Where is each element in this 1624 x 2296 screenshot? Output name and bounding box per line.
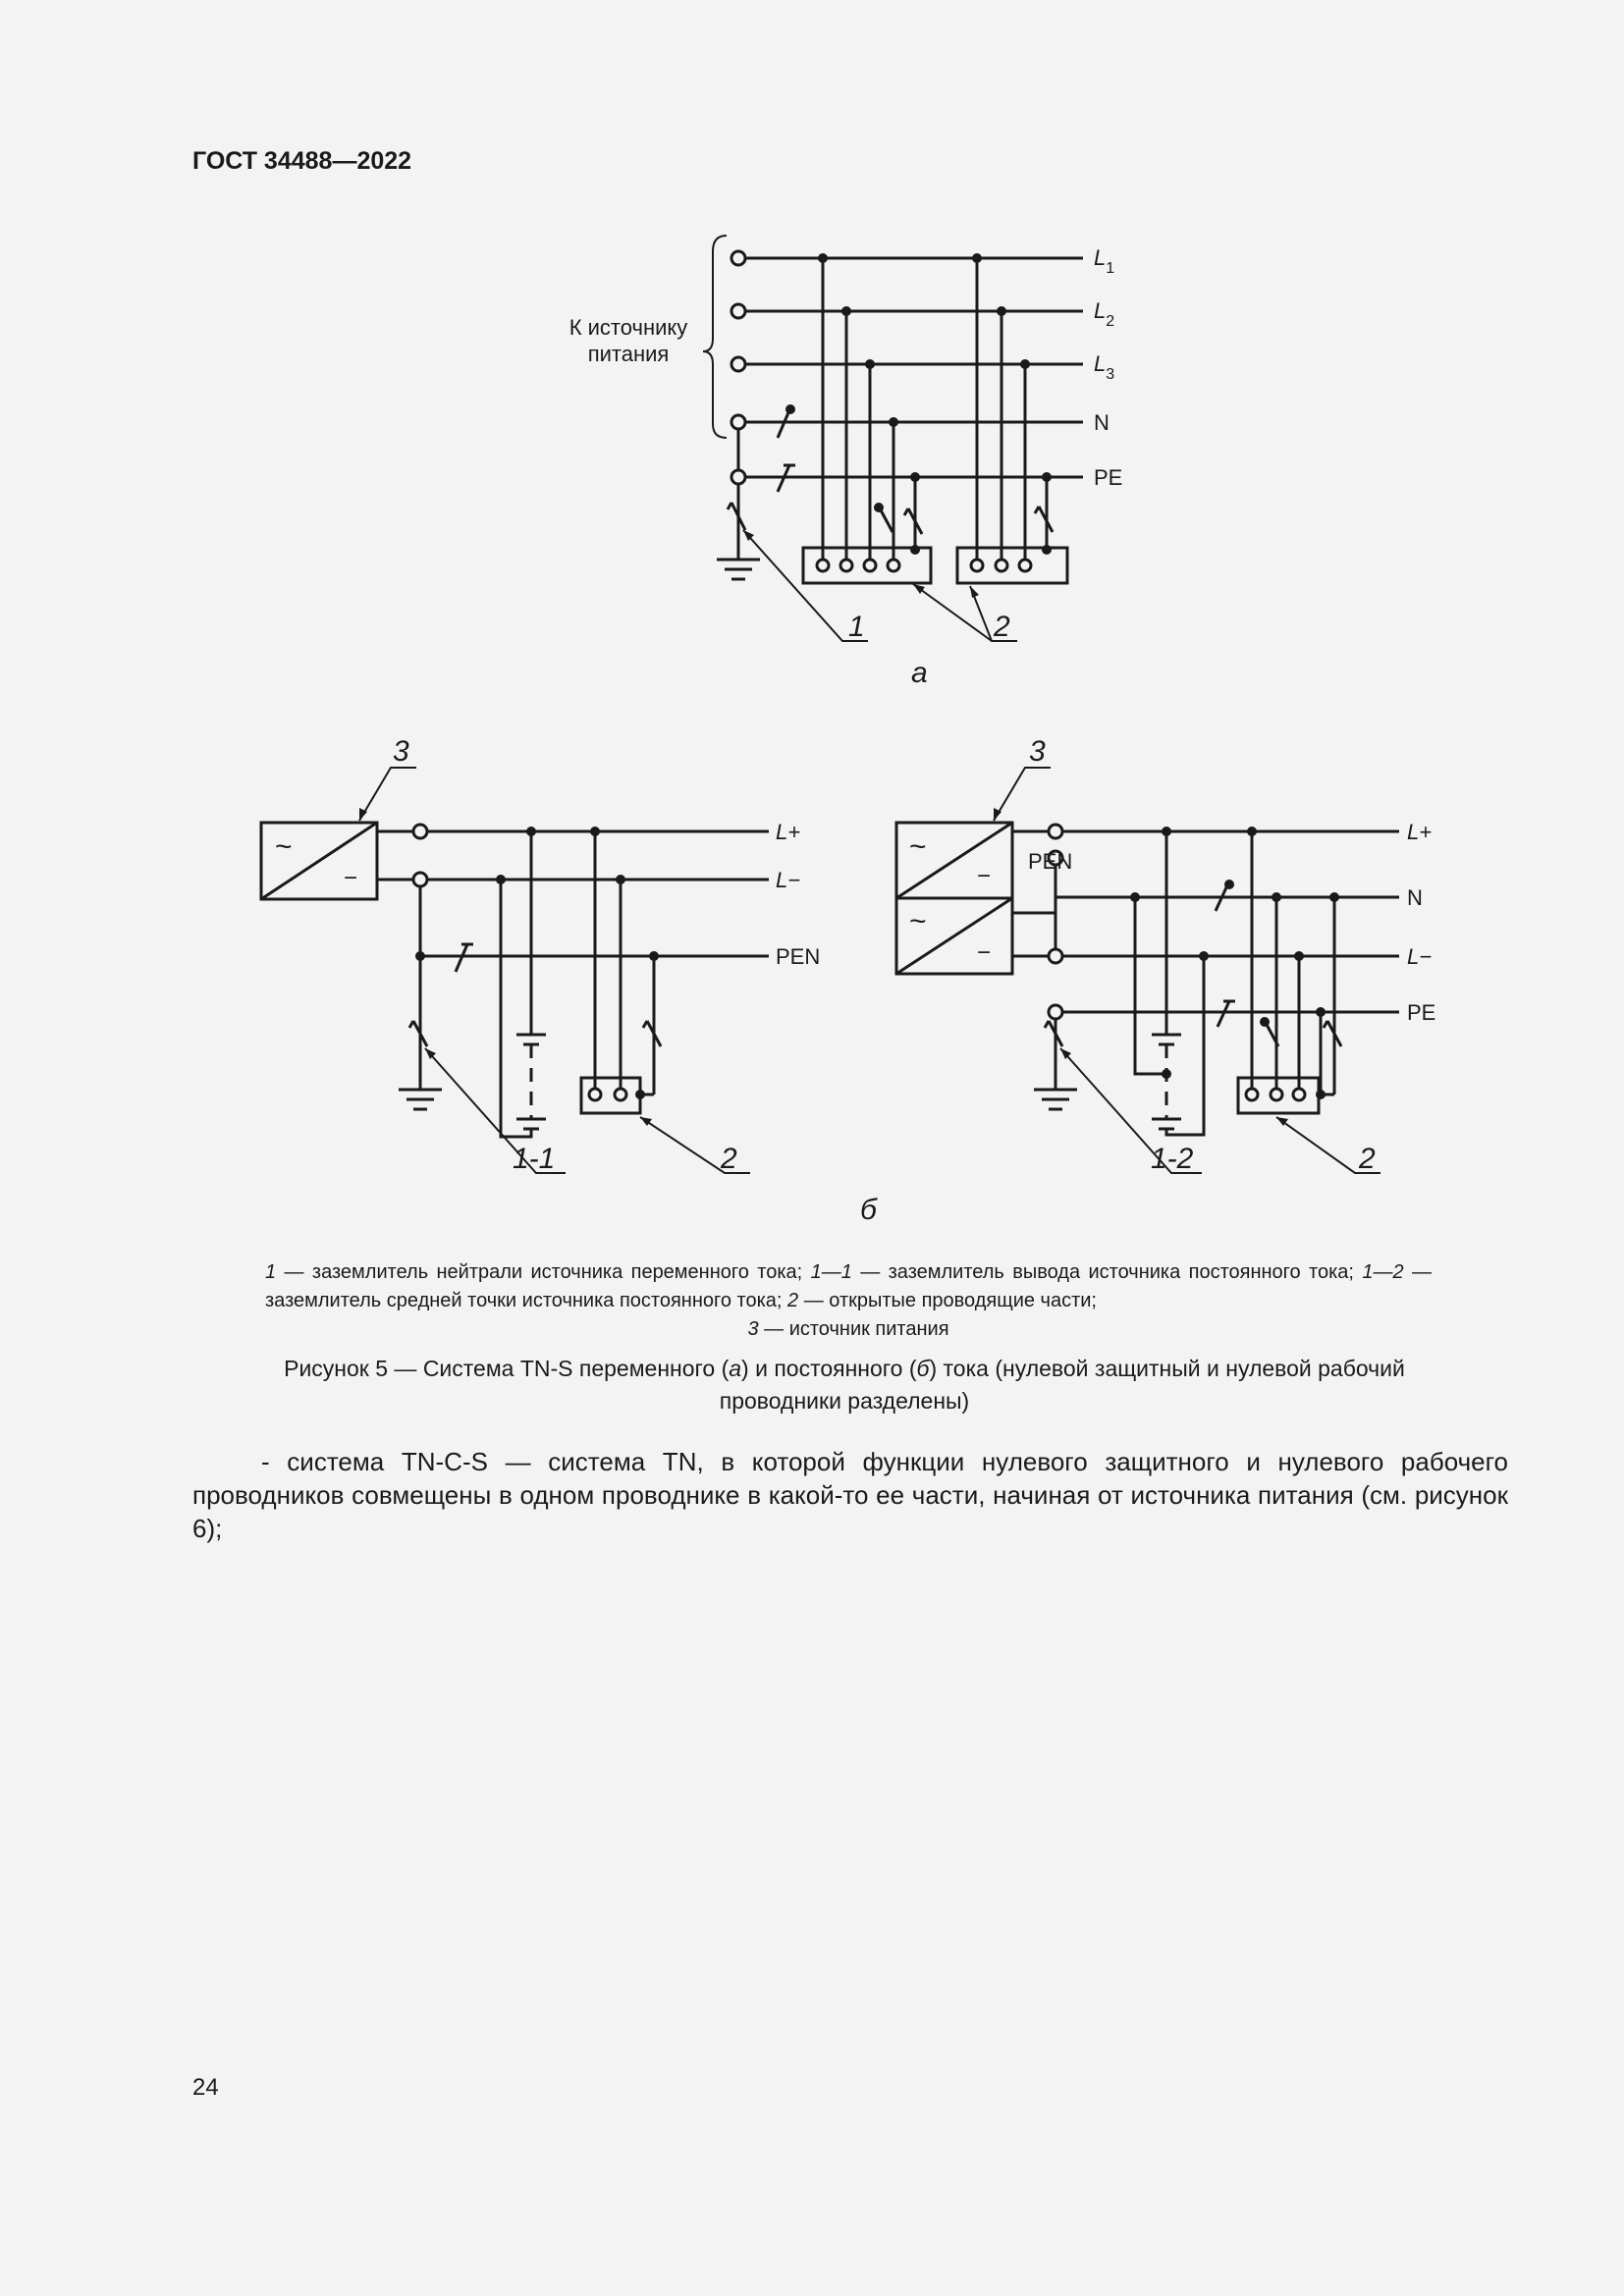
svg-text:~: ~ [275,830,293,863]
label-lminus-right: L− [1407,944,1433,969]
callout-2-b-left: 2 [721,1143,737,1175]
terminal-l3 [731,357,745,371]
label-lplus-left: L+ [776,820,801,844]
svg-text:−: − [344,865,358,891]
svg-text:−: − [977,863,992,889]
label-l3: $L_3$ [1094,351,1115,383]
callout-2-b-right: 2 [1359,1143,1376,1175]
figure-b-left-dc [261,735,820,1175]
callout-1: 1 [848,611,865,643]
label-n-right: N [1407,885,1423,910]
page-number: 24 [192,2074,219,2101]
label-l2: $L_2$ [1094,298,1115,330]
figure-a-sublabel: а [911,657,928,689]
figure-legend: 1 — заземлитель нейтрали источника переменного тока; 1—1 — заземлитель вывода источника постоянного тока; 1—2 — заземлитель средней точки источника постоянного тока; 2 — открытые проводящие части; 3 — источник питания [265,1261,1432,1340]
source-brace [703,236,727,438]
figure-b-right-dc [896,735,1435,1175]
figure-caption: Рисунок 5 — Система TN-S переменного (а) и постоянного (б) тока (нулевой защитный и нулевой рабочий проводники разделены) [284,1356,1405,1414]
svg-text:~: ~ [909,830,927,863]
svg-text:~: ~ [909,905,927,937]
terminal-pe [731,470,745,484]
callout-2: 2 [994,611,1010,643]
label-l1: $L_1$ [1094,245,1115,277]
figure-b-sublabel: б [860,1194,877,1226]
label-lplus-right: L+ [1407,820,1433,844]
terminal-n [731,415,745,429]
callout-3-right: 3 [1029,735,1046,768]
label-lminus-left: L− [776,868,801,892]
callout-12: 1-2 [1151,1143,1194,1175]
label-n: N [1094,410,1110,435]
callout-11: 1-1 [513,1143,556,1175]
svg-text:−: − [977,939,992,966]
source-label-line1: К источнику [568,315,688,340]
body-paragraph: - система TN-C-S — система TN, в которой функции нулевого защитного и нулевого рабочего проводников совмещены в одном проводнике в какой-то ее части, начиная от источника питания (см. рисунок 6); [192,1447,1508,1543]
label-pen-left: PEN [776,944,821,969]
source-label-line2: питания [587,342,670,366]
terminal-l1 [731,251,745,265]
label-pe-right: PE [1407,1000,1436,1025]
document-header: ГОСТ 34488—2022 [192,147,412,175]
label-pen-right: PEN [1028,849,1073,874]
callout-3-left: 3 [393,735,409,768]
figure-a-tn-s-ac [569,236,1123,689]
terminal-l2 [731,304,745,318]
label-pe: PE [1094,465,1123,490]
